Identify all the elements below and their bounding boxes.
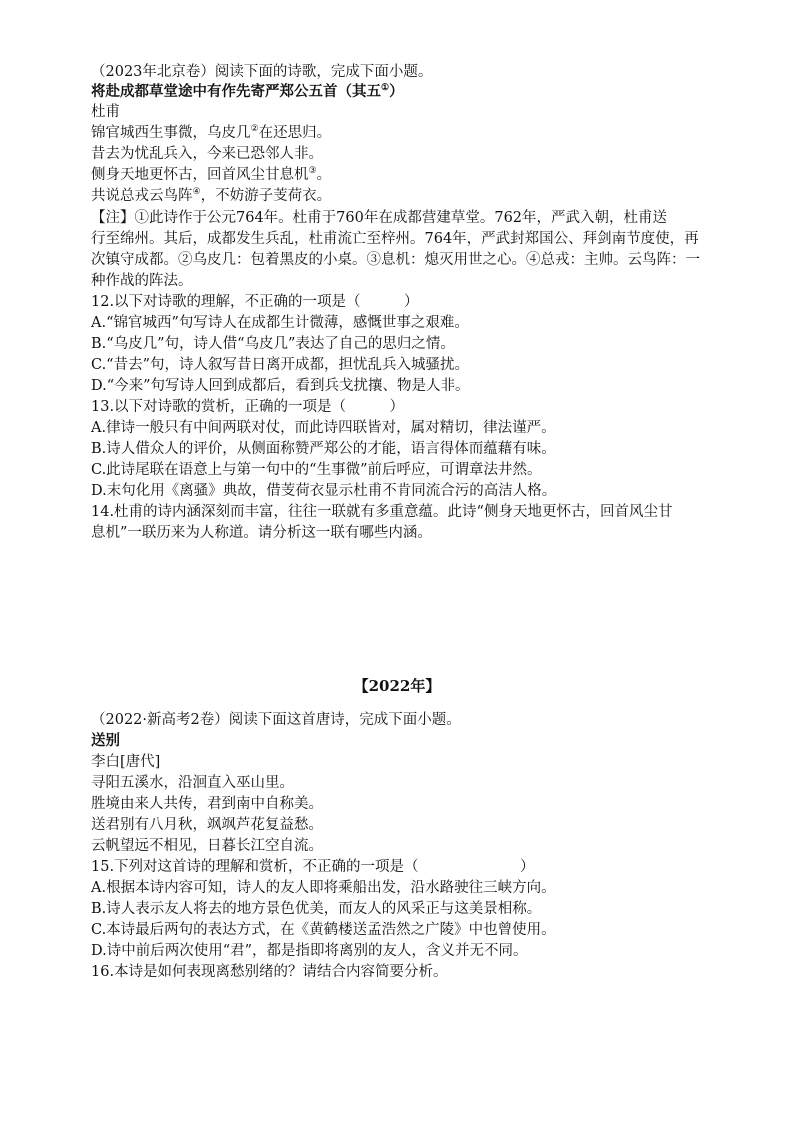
question-14-line: 14.杜甫的诗内涵深刻而丰富，往往一联就有多重意蕴。此诗“侧身天地更怀古，回首风尘甘	[91, 504, 673, 520]
section-intro-2022: （2022·新高考2卷）阅读下面这首唐诗，完成下面小题。	[91, 712, 461, 728]
question-13-stem: 13.以下对诗歌的赏析，正确的一项是（ ）	[91, 399, 405, 415]
question-12-option-a: A.“锦官城西”句写诗人在成都生计微薄，感慨世事之艰难。	[91, 315, 469, 331]
question-15-stem: 15.下列对这首诗的理解和赏析，不正确的一项是（ ）	[91, 859, 535, 875]
question-13-option-b: B.诗人借众人的评价，从侧面称赞严郑公的才能，语言得体而蕴藉有味。	[91, 441, 556, 457]
poem-author-2023: 杜甫	[91, 104, 120, 120]
question-15-option-b: B.诗人表示友人将去的地方景色优美，而友人的风采正与这美景相称。	[91, 901, 542, 917]
poem-title-2022: 送别	[91, 732, 120, 749]
poem-title-2023: 将赴成都草堂途中有作先寄严郑公五首（其五①）	[91, 83, 404, 100]
question-12-option-b: B.“乌皮几”句，诗人借“乌皮几”表达了自己的思归之情。	[91, 336, 455, 352]
poem-line: 寻阳五溪水，沿洄直入巫山里。	[91, 775, 294, 791]
question-15-option-a: A.根据本诗内容可知，诗人的友人即将乘船出发，沿水路驶往三峡方向。	[91, 880, 556, 896]
poem-author-2022: 李白[唐代]	[91, 754, 161, 770]
year-heading-2022: 【2022年】	[353, 677, 441, 695]
question-14-line: 息机”一联历来为人称道。请分析这一联有哪些内涵。	[91, 525, 432, 541]
poem-line: 共说总戎云鸟阵④，不妨游子芰荷衣。	[91, 187, 332, 204]
footnote-marker: ③	[308, 166, 317, 177]
section-intro-2023: （2023年北京卷）阅读下面的诗歌，完成下面小题。	[91, 64, 433, 80]
poem-note-line: 【注】①此诗作于公元764年。杜甫于760年在成都营建草堂。762年，严武入朝，杜甫送	[91, 210, 668, 226]
poem-line: 侧身天地更怀古，回首风尘甘息机③。	[91, 166, 332, 183]
question-16-stem: 16.本诗是如何表现离愁别绪的？请结合内容简要分析。	[91, 964, 448, 980]
question-12-stem: 12.以下对诗歌的理解，不正确的一项是（ ）	[91, 294, 419, 310]
poem-line: 锦官城西生事微，乌皮几②在还思归。	[91, 124, 332, 141]
question-13-option-c: C.此诗尾联在语意上与第一句中的“生事微”前后呼应，可谓章法井然。	[91, 462, 542, 478]
poem-note-line: 种作战的阵法。	[91, 273, 193, 289]
footnote-marker: ①	[381, 83, 390, 94]
question-15-option-d: D.诗中前后两次使用“君”，都是指即将离别的友人，含义并无不同。	[91, 943, 528, 959]
poem-note-line: 行至绵州。其后，成都发生兵乱，杜甫流亡至梓州。764年，严武封郑国公、拜剑南节度使，再	[91, 231, 699, 247]
poem-note-line: 次镇守成都。②乌皮几：包着黑皮的小桌。③息机：熄灭用世之心。④总戎：主帅。云鸟阵：一	[91, 252, 700, 268]
poem-line: 送君别有八月秋，飒飒芦花复益愁。	[91, 817, 323, 833]
question-13-option-d: D.末句化用《离骚》典故，借芰荷衣显示杜甫不肯同流合污的高洁人格。	[91, 483, 557, 499]
question-13-option-a: A.律诗一般只有中间两联对仗，而此诗四联皆对，属对精切，律法谨严。	[91, 420, 556, 436]
poem-line: 云帆望远不相见，日暮长江空自流。	[91, 838, 323, 854]
question-12-option-d: D.“今来”句写诗人回到成都后，看到兵戈扰攘、物是人非。	[91, 378, 470, 394]
question-15-option-c: C.本诗最后两句的表达方式，在《黄鹤楼送孟浩然之广陵》中也曾使用。	[91, 922, 556, 938]
footnote-marker: ②	[250, 124, 259, 135]
poem-line: 胜境由来人共传，君到南中自称美。	[91, 796, 323, 812]
question-12-option-c: C.“昔去”句，诗人叙写昔日离开成都，担忧乱兵入城骚扰。	[91, 357, 470, 373]
poem-line: 昔去为忧乱兵入，今来已恐邻人非。	[91, 146, 323, 162]
footnote-marker: ④	[192, 187, 201, 198]
